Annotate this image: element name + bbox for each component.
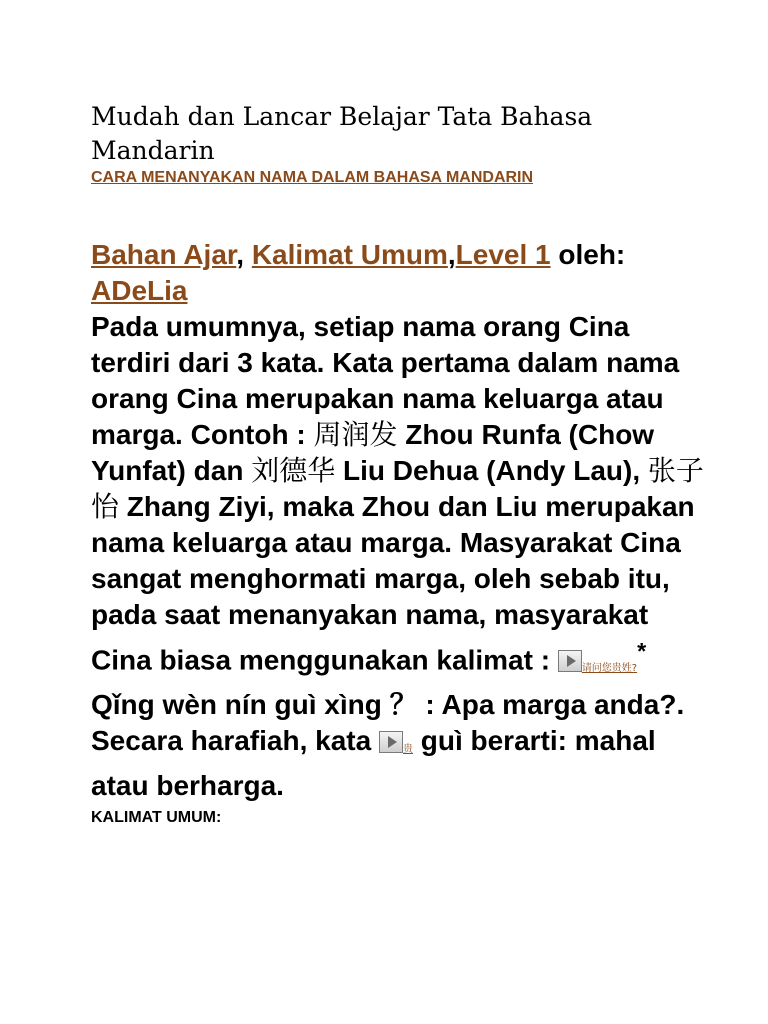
audio-player-gui[interactable]: [379, 723, 413, 768]
meta-separator-2: ,: [447, 239, 456, 270]
paragraph-text-4: Zhang Ziyi, maka Zhou dan Liu merupakan nama keluarga atau marga. Masyarakat Cina sangat menghormati marga, oleh sebab itu, pada saat menanyakan nama, masyarakat Cina biasa menggunakan kalimat :: [91, 491, 695, 676]
category-link-level-1[interactable]: Level 1: [455, 239, 551, 270]
section-heading: KALIMAT UMUM:: [91, 809, 222, 827]
post-meta: [91, 237, 711, 309]
paragraph-text-2: Zhou Runfa (Chow Yunfat) dan: [91, 419, 655, 486]
asterisk-mark: *: [637, 638, 647, 664]
meta-separator-1: ,: [236, 239, 252, 270]
play-icon[interactable]: [558, 650, 582, 672]
document-body: [91, 100, 711, 828]
audio-link-qing-wen[interactable]: 请问您贵姓?: [581, 663, 638, 675]
category-link-kalimat-umum[interactable]: Kalimat Umum: [251, 239, 448, 270]
paragraph-text-6: guì berarti: mahal atau berharga.: [91, 725, 656, 802]
author-link[interactable]: ADeLia: [91, 275, 188, 306]
audio-link-gui[interactable]: 贵: [402, 744, 413, 756]
chinese-name-zhou-runfa: 周润发: [313, 418, 398, 451]
title-line-1: Mudah dan Lancar Belajar Tata Bahasa: [91, 102, 593, 131]
category-link-bahan-ajar[interactable]: Bahan Ajar: [91, 239, 237, 270]
audio-player-qing-wen[interactable]: [558, 642, 637, 687]
play-icon[interactable]: [379, 731, 403, 753]
meta-by-label: oleh:: [550, 239, 626, 270]
chinese-name-zhang-ziyi: 张子怡: [91, 454, 704, 523]
chinese-name-liu-dehua: 刘德华: [251, 454, 336, 487]
document-title: [91, 100, 711, 168]
article-paragraph: [91, 309, 711, 804]
paragraph-text-5: Qǐng wèn nín guì xìng ？ : Apa marga anda?. Secara harafiah, kata: [91, 689, 685, 757]
subtitle-link[interactable]: CARA MENANYAKAN NAMA DALAM BAHASA MANDARIN: [91, 169, 534, 186]
title-line-2: Mandarin: [91, 136, 215, 165]
paragraph-text-3: Liu Dehua (Andy Lau),: [335, 455, 648, 486]
paragraph-text-1: Pada umumnya, setiap nama orang Cina terdiri dari 3 kata. Kata pertama dalam nama orang Cina merupakan nama keluarga atau marga. Contoh :: [91, 311, 680, 450]
